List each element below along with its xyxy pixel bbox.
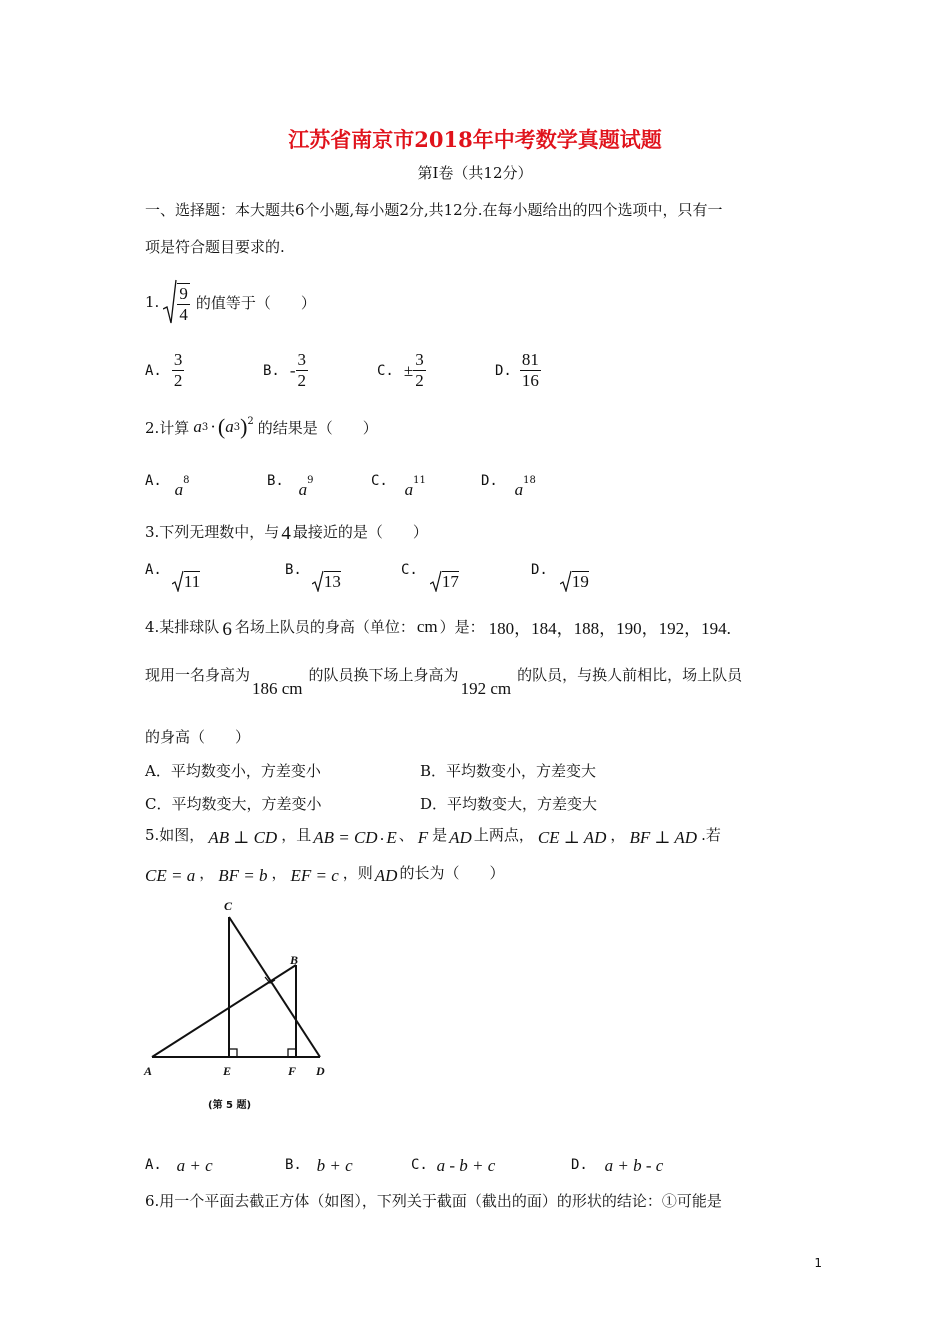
section-instructions-line1: 一、选择题：本大题共6个小题,每小题2分,共12分.在每小题给出的四个选项中，只有一 <box>145 201 723 219</box>
label-c: C <box>224 899 233 913</box>
radical-sign-icon <box>163 279 177 325</box>
option-b[interactable]: B. $a^9$ <box>267 473 314 499</box>
option-d[interactable]: D. 19 <box>531 562 589 591</box>
label-d: D <box>316 1064 325 1078</box>
option-c[interactable]: C. a - b + c <box>411 1156 496 1175</box>
option-a[interactable]: A. $a^8$ <box>145 473 190 499</box>
option-a[interactable]: A. $\frac{3}{2}$ <box>145 350 183 390</box>
question-5-stem-line1: 5.如图， AB ⊥ CD ，且 AB = CD . E 、 F 是 AD 上两点， CE ⊥ AD ， BF ⊥ AD .若 <box>145 825 721 847</box>
question-1-text: 的值等于（ ） <box>195 293 316 312</box>
label-f: F <box>288 1064 297 1078</box>
option-c[interactable]: C．平均数变大，方差变小 <box>145 795 322 813</box>
radical-sign-icon <box>312 570 324 592</box>
label-e: E <box>223 1064 232 1078</box>
figure-caption: (第 5 题) <box>208 1100 252 1111</box>
option-a[interactable]: A. a + c <box>145 1156 213 1175</box>
option-a[interactable]: A. 11 <box>145 562 201 591</box>
label-a: A <box>144 1064 153 1078</box>
radical-sign-icon <box>560 570 572 592</box>
option-c[interactable]: C. $a^{11}$ <box>371 473 426 499</box>
right-angle-mark-f <box>288 1049 296 1057</box>
option-c[interactable]: C. ± $\frac{3}{2}$ <box>377 350 424 390</box>
question-1-options <box>145 350 565 396</box>
label-b: B <box>290 953 299 967</box>
question-5-options <box>145 1154 665 1184</box>
page-number: 1 <box>814 1256 822 1270</box>
question-5-stem-line2: CE = a ， BF = b ， EF = c ，则 AD 的长为（ ） <box>145 864 505 885</box>
question-4-stem-line1: 4.某排球队 6 名场上队员的身高（单位： cm ）是： 180，184，188，190，192，194. <box>145 616 731 640</box>
segment-cd <box>229 917 320 1057</box>
right-angle-mark-e <box>229 1049 237 1057</box>
option-d[interactable]: D. a + b - c <box>571 1156 664 1175</box>
question-3-options <box>145 562 605 598</box>
radical-sign-icon <box>172 570 184 592</box>
option-b[interactable]: B. - $\frac{3}{2}$ <box>263 350 307 390</box>
option-d[interactable]: D. $a^{18}$ <box>481 473 536 499</box>
option-d[interactable]: D．平均数变大，方差变大 <box>420 795 598 813</box>
option-d[interactable]: D. $\frac{81}{16}$ <box>495 350 539 390</box>
section-subtitle: 第Ⅰ卷（共12分） <box>417 164 533 182</box>
section-instructions-line2: 项是符合题目要求的. <box>145 238 285 256</box>
sqrt-fraction: $\frac{9}{4}$ <box>163 279 190 325</box>
segment-ab <box>152 965 296 1057</box>
option-b[interactable]: B．平均数变小，方差变大 <box>420 762 597 780</box>
question-4-stem-line2: 现用一名身高为186 cm的队员换下场上身高为192 cm的队员，与换人前相比，场上队员 <box>145 666 743 698</box>
question-5-figure <box>140 895 340 1125</box>
question-2-options <box>145 470 565 500</box>
radical-sign-icon <box>430 570 442 592</box>
option-a[interactable]: A．平均数变小，方差变小 <box>145 762 321 780</box>
question-number: 1. <box>145 293 160 311</box>
option-c[interactable]: C. 17 <box>401 562 459 591</box>
question-6-stem: 6.用一个平面去截正方体（如图），下列关于截面（截出的面）的形状的结论：①可能是 <box>145 1192 722 1210</box>
question-4-stem-line3: 的身高（ ） <box>145 728 251 746</box>
option-b[interactable]: B. 13 <box>285 562 341 591</box>
option-b[interactable]: B. b + c <box>285 1156 353 1175</box>
question-1-stem <box>145 279 316 325</box>
question-3-stem: 3.下列无理数中，与 4 最接近的是（ ） <box>145 522 428 544</box>
page-title: 江苏省南京市2018年中考数学真题试题 <box>288 127 662 152</box>
question-2-stem: 2.计算 a 3 · ( a 3 ) $^2$ 的结果是（ ） <box>145 414 378 439</box>
